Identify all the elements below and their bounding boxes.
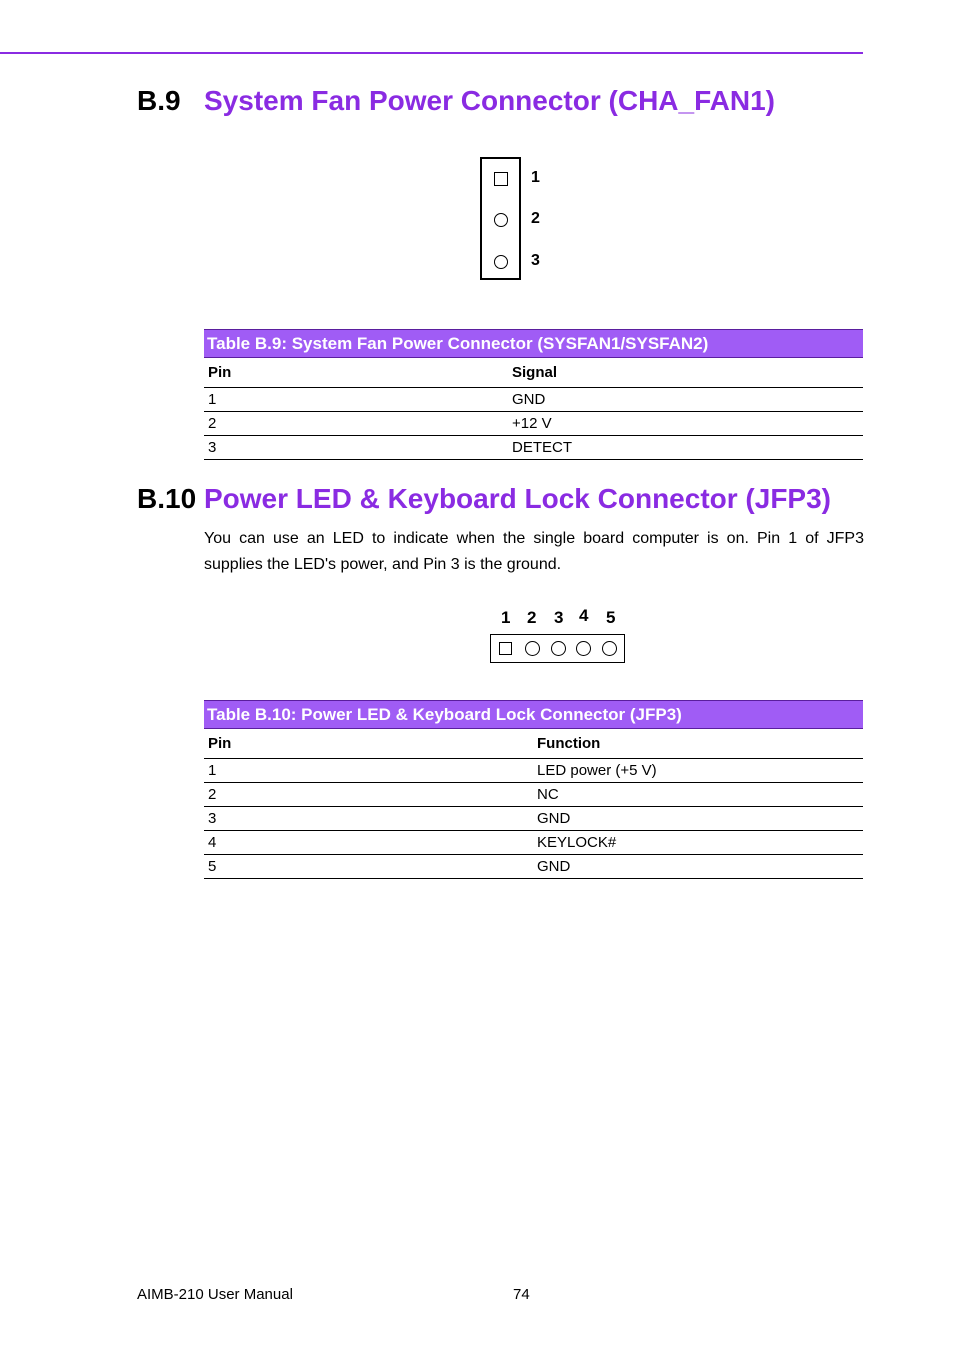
body-paragraph: You can use an LED to indicate when the single board computer is on. Pin 1 of JFP3 supplies the LED's power, and Pin 3 is the ground. <box>204 530 864 573</box>
table-row <box>204 783 863 807</box>
table-cell: 2 <box>208 786 217 803</box>
table-cell: LED power (+5 V) <box>537 762 657 779</box>
section-heading-b9 <box>137 84 775 118</box>
section-number: B.10 <box>137 483 197 514</box>
column-header: Signal <box>512 364 558 381</box>
table-caption: Table B.9: System Fan Power Connector (SYSFAN1/SYSFAN2) <box>204 329 863 358</box>
footer-page-number: 74 <box>513 1286 530 1303</box>
footer-manual-title: AIMB-210 User Manual <box>137 1286 293 1303</box>
section-title: System Fan Power Connector (CHA_FAN1) <box>204 85 775 116</box>
table-header-row <box>204 729 863 759</box>
table-row <box>204 855 863 879</box>
pin-5-circle-icon <box>602 641 617 656</box>
section-heading-b10 <box>137 482 831 516</box>
pin-1-square-icon <box>499 642 512 655</box>
pin-2-circle-icon <box>525 641 540 656</box>
table-cell: KEYLOCK# <box>537 834 617 851</box>
table-cell: 5 <box>208 858 217 875</box>
table-cell: GND <box>512 391 546 408</box>
table-cell: 1 <box>208 391 217 408</box>
top-rule <box>0 52 863 54</box>
pin-label: 4 <box>579 606 589 625</box>
pin-1-square-icon <box>494 172 508 186</box>
table-cell: 3 <box>208 439 217 456</box>
pin-3-circle-icon <box>494 255 508 269</box>
pin-label: 3 <box>531 252 540 269</box>
table-header-row <box>204 358 863 388</box>
table-row <box>204 831 863 855</box>
table-row <box>204 436 863 460</box>
pin-4-circle-icon <box>576 641 591 656</box>
table-row <box>204 807 863 831</box>
pin-label: 2 <box>531 210 540 227</box>
table-cell: +12 V <box>512 415 552 432</box>
pin-label: 3 <box>554 608 564 627</box>
section-number: B.9 <box>137 85 181 116</box>
table-cell: 3 <box>208 810 217 827</box>
pin-label: 1 <box>501 608 511 627</box>
table-cell: 4 <box>208 834 217 851</box>
jfp3-connector-diagram <box>490 634 625 663</box>
table-b10 <box>204 700 863 879</box>
table-cell: 1 <box>208 762 217 779</box>
pin-label: 2 <box>527 608 537 627</box>
table-cell: GND <box>537 810 571 827</box>
section-title: Power LED & Keyboard Lock Connector (JFP3) <box>204 483 831 514</box>
column-header: Function <box>537 735 601 752</box>
table-cell: 2 <box>208 415 217 432</box>
pin-3-circle-icon <box>551 641 566 656</box>
table-row <box>204 388 863 412</box>
pin-2-circle-icon <box>494 213 508 227</box>
table-row <box>204 759 863 783</box>
table-row <box>204 412 863 436</box>
table-b9 <box>204 329 863 460</box>
table-caption: Table B.10: Power LED & Keyboard Lock Connector (JFP3) <box>204 700 863 729</box>
pin-label: 5 <box>606 608 616 627</box>
table-cell: NC <box>537 786 559 803</box>
table-cell: GND <box>537 858 571 875</box>
column-header: Pin <box>208 364 232 381</box>
table-cell: DETECT <box>512 439 572 456</box>
cha-fan1-connector-diagram <box>480 157 521 280</box>
column-header: Pin <box>208 735 232 752</box>
pin-label: 1 <box>531 169 540 186</box>
